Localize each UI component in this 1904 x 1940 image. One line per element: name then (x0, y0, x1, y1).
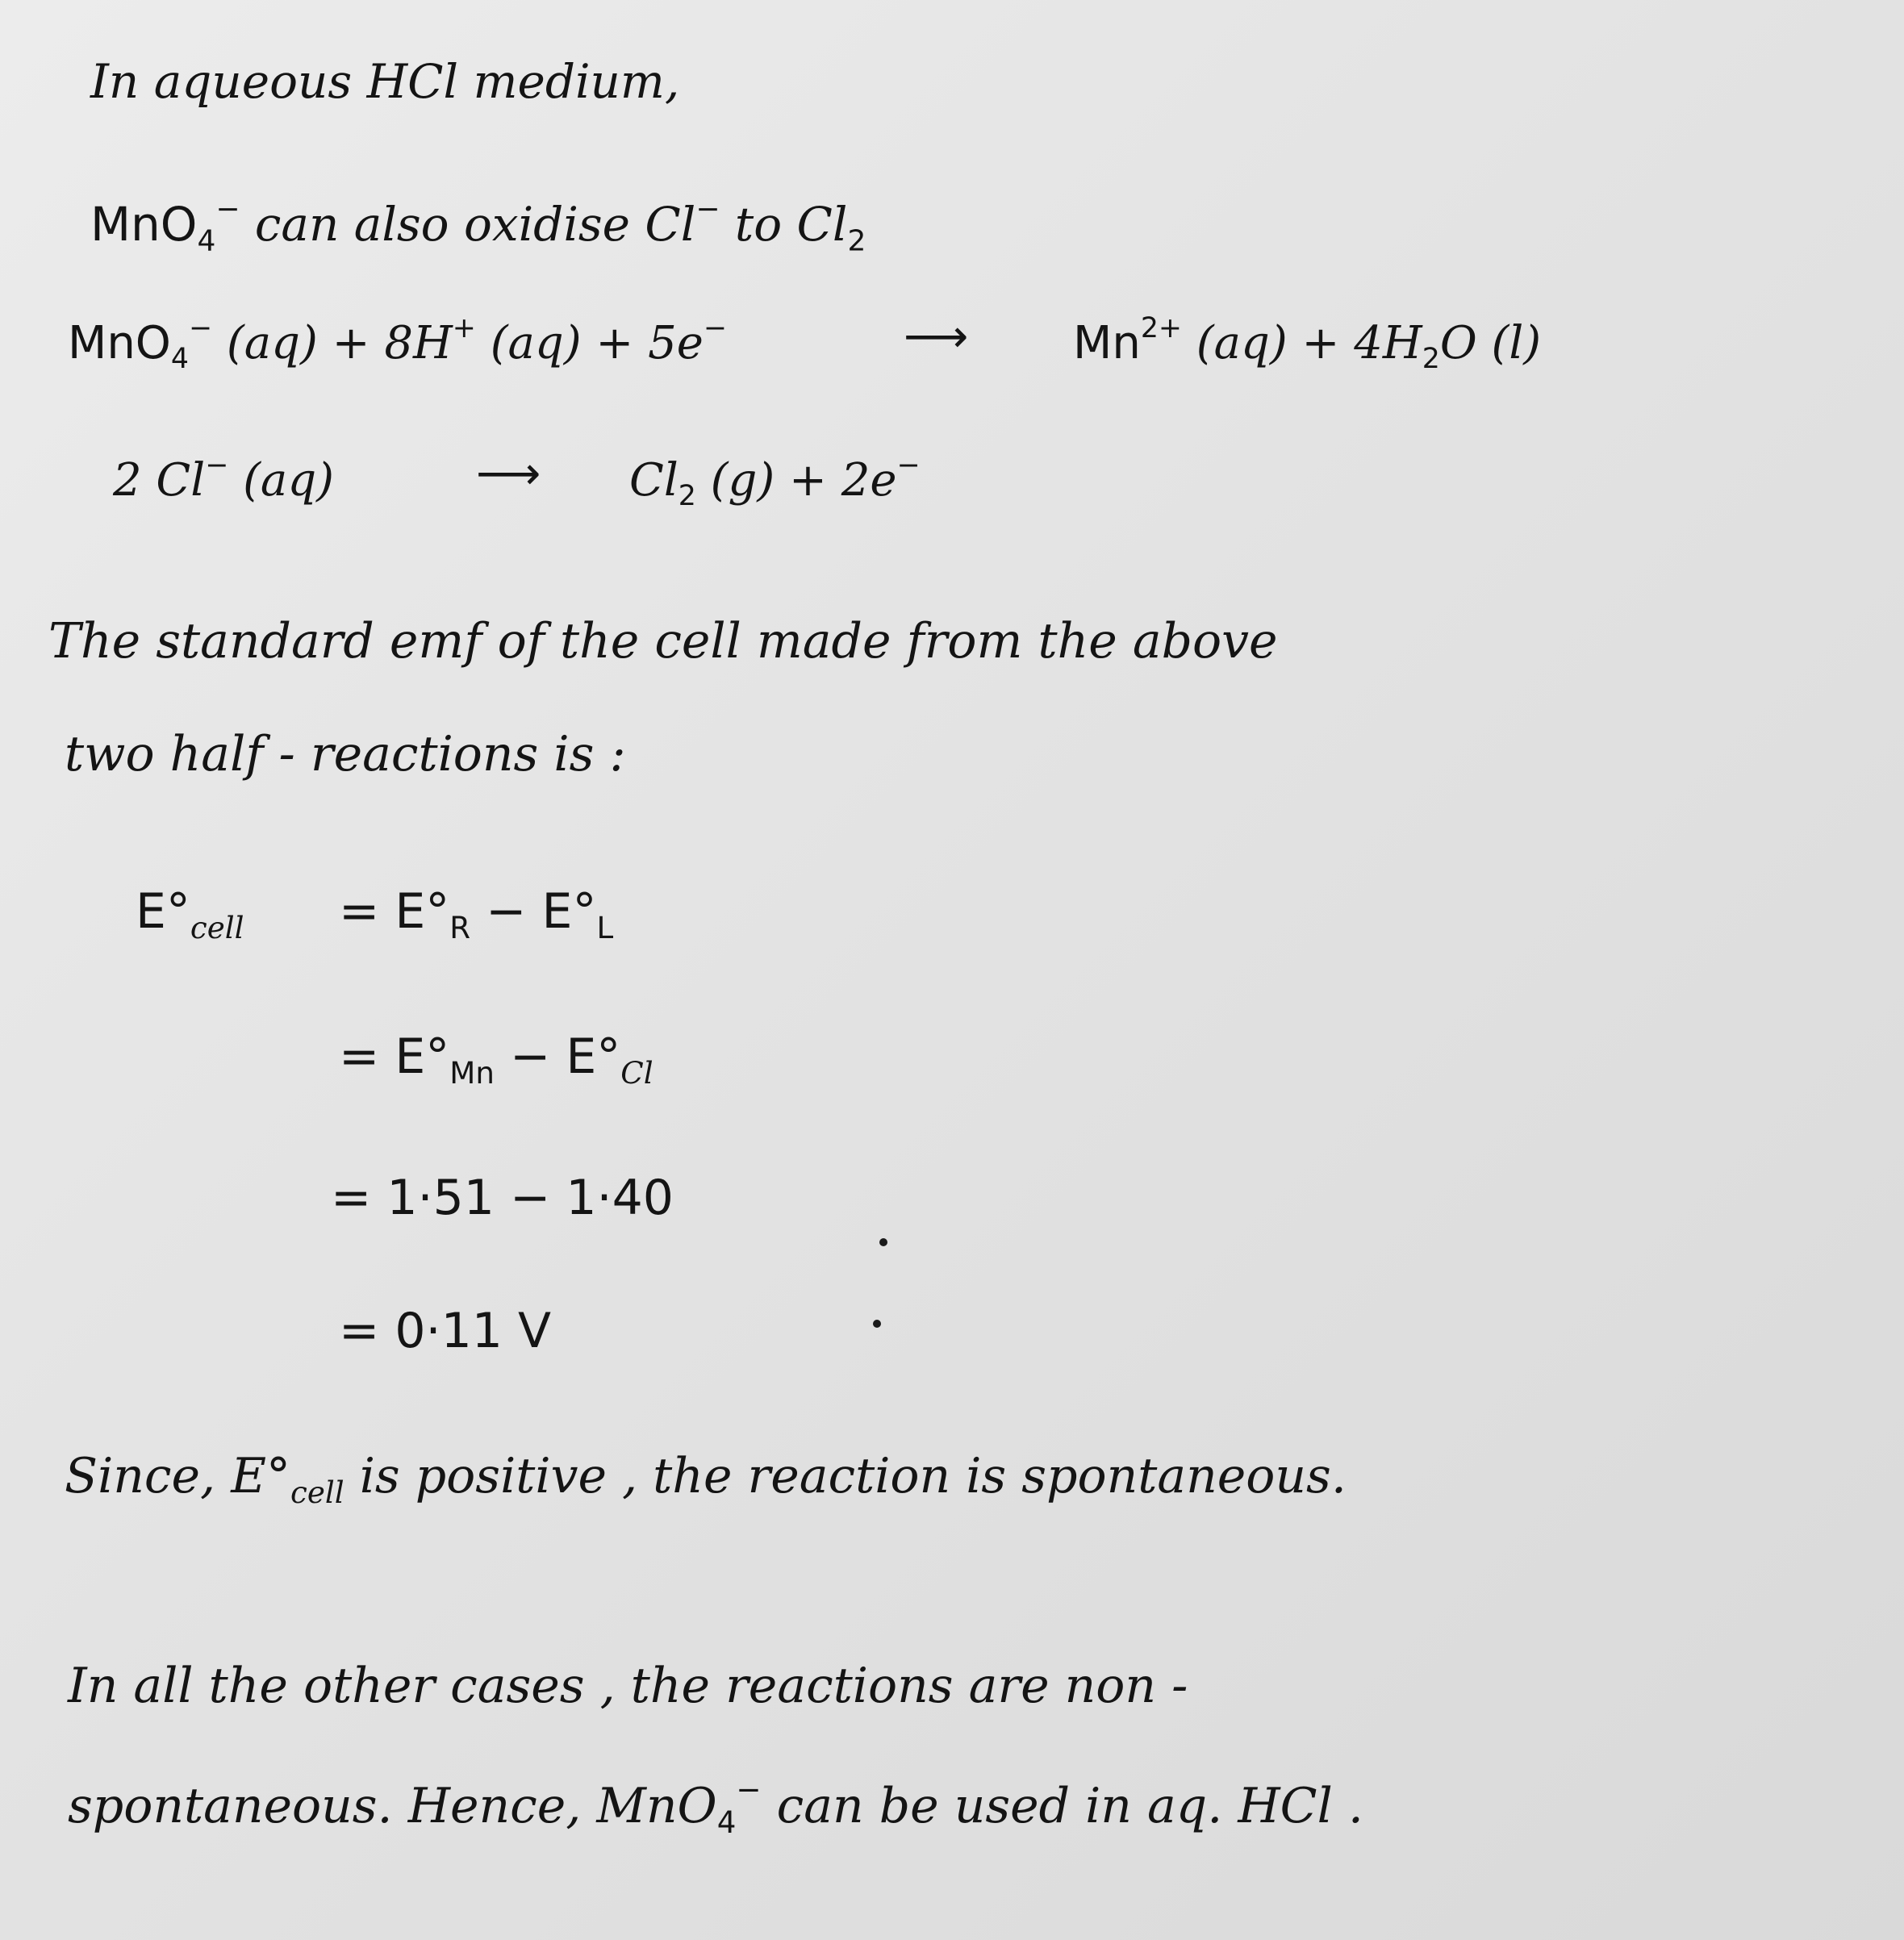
emf-step-1: = $E^\circ_R - E^\circ_L$ (339, 883, 614, 946)
half-reaction-1-products: $Mn^{2+}$ $(aq) + 4H_2O$ (l) (1073, 312, 1542, 376)
statement-line-2: two half - reactions is : (65, 726, 626, 782)
intro-text-1: In aqueous HCl medium, (90, 54, 680, 109)
emf-step-3: = 1·51 − 1·40 (331, 1170, 674, 1226)
reaction-1-arrow (904, 311, 969, 363)
intro-text-2: can also oxidise Cl (240, 196, 696, 252)
half-reaction-2-products: $Cl_2$ (g) + 2e− (629, 449, 921, 513)
intro-line-2: MnO$_4$− can also oxidise Cl− to $Cl_2$ (90, 193, 866, 258)
reaction-arrow-icon: ⟶ (476, 448, 541, 500)
reaction-2-arrow (476, 448, 541, 500)
emf-result: = 0·11 V (339, 1303, 552, 1359)
half-reaction-1: MnO$_4$− (aq) + 8H+ (aq) + 5e− (68, 312, 728, 376)
conclusion-line-2: In all the other cases , the reactions are non - (68, 1658, 1188, 1714)
intro-line-1 (90, 54, 680, 109)
intro-text-2-end: to Cl (720, 196, 848, 252)
statement-line-1: The standard emf of the cell made from the above (48, 613, 1278, 670)
emf-lhs: $E^\circ_{cell}$ (136, 883, 244, 946)
reaction-arrow-icon: ⟶ (904, 311, 969, 363)
emf-step-2: = $E^\circ_{Mn} - E^\circ_{Cl}$ (339, 1028, 653, 1091)
stray-dot (879, 1238, 887, 1246)
conclusion-line-1: Since, $E^\circ_{cell}$ is positive , the reaction is spontaneous. (65, 1448, 1347, 1511)
stray-dot (873, 1320, 881, 1328)
half-reaction-2: 2 Cl− (aq) (113, 449, 335, 507)
conclusion-line-3: spontaneous. Hence, MnO$_4$− can be used in aq. HCl . (68, 1771, 1363, 1840)
permanganate-formula: MnO$_4$− (90, 193, 240, 258)
